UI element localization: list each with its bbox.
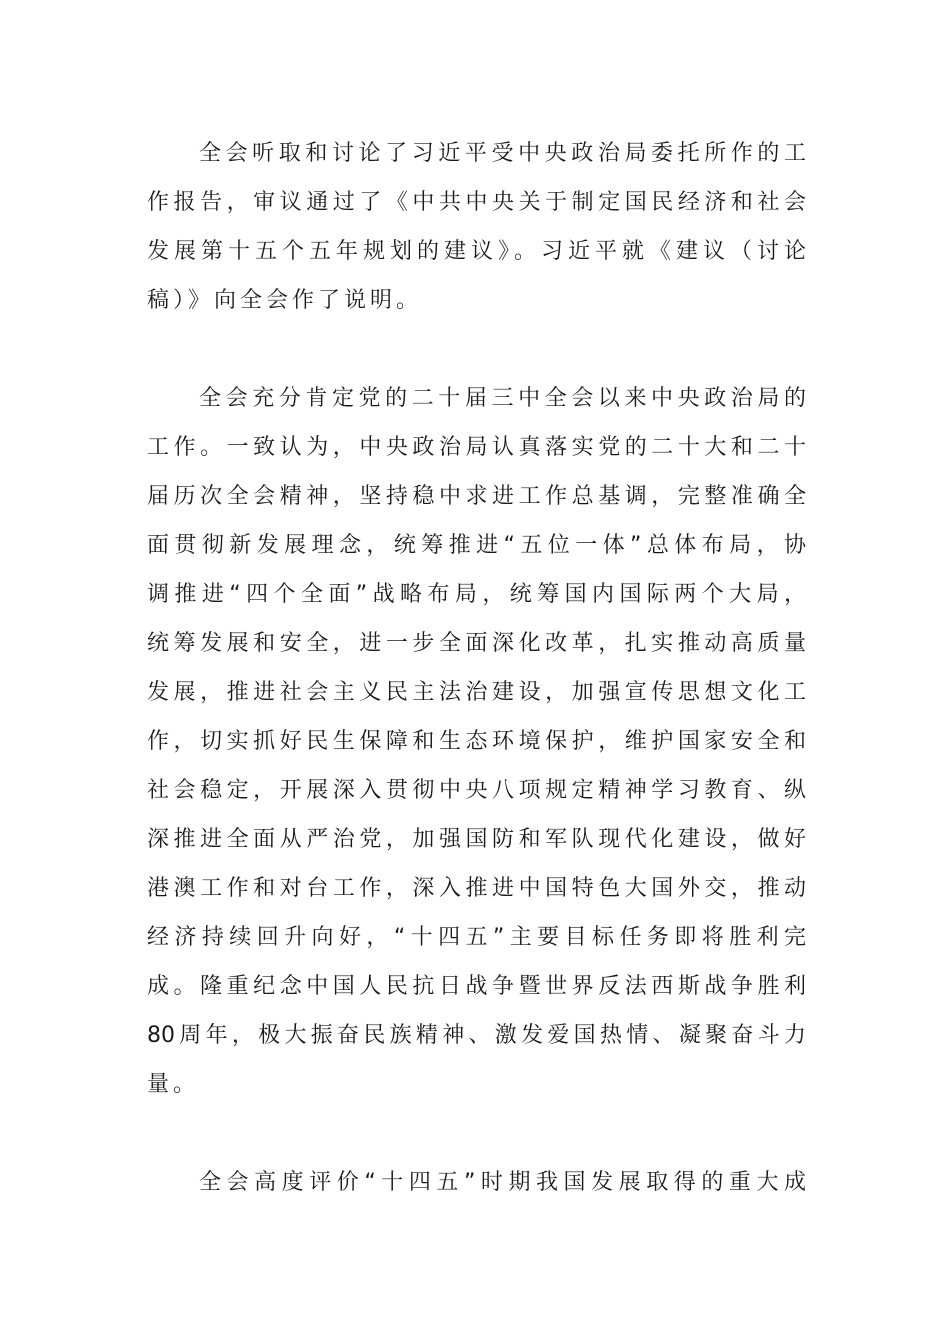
- text-line: 作，切实抓好民生保障和生态环境保护，维护国家安全和: [147, 729, 806, 754]
- text-line: 发展，推进社会主义民主法治建设，加强宣传思想文化工: [147, 680, 806, 705]
- text-line: 港澳工作和对台工作，深入推进中国特色大国外交，推动: [147, 876, 806, 901]
- document-body: [147, 129, 806, 1256]
- paragraph: [147, 129, 806, 325]
- text-line: 发展第十五个五年规划的建议》。习近平就《建议（讨论: [147, 239, 806, 264]
- paragraph: [147, 374, 806, 1109]
- text-line: 统筹发展和安全，进一步全面深化改革，扎实推动高质量: [147, 631, 806, 656]
- text-line: 面贯彻新发展理念，统筹推进“五位一体”总体布局，协: [147, 533, 806, 558]
- text-line: 80周年，极大振奋民族精神、激发爱国热情、凝聚奋斗力: [147, 1023, 806, 1048]
- text-line: 成。隆重纪念中国人民抗日战争暨世界反法西斯战争胜利: [147, 974, 806, 999]
- text-line: 工作。一致认为，中央政治局认真落实党的二十大和二十: [147, 435, 806, 460]
- text-line: 社会稳定，开展深入贯彻中央八项规定精神学习教育、纵: [147, 778, 806, 803]
- text-line: 深推进全面从严治党，加强国防和军队现代化建设，做好: [147, 827, 806, 852]
- text-line: 作报告，审议通过了《中共中央关于制定国民经济和社会: [147, 190, 806, 215]
- text-line: 全会听取和讨论了习近平受中央政治局委托所作的工: [199, 141, 806, 166]
- text-line: 调推进“四个全面”战略布局，统筹国内国际两个大局，: [147, 582, 806, 607]
- text-line: 全会充分肯定党的二十届三中全会以来中央政治局的: [199, 386, 806, 411]
- text-line: 届历次全会精神，坚持稳中求进工作总基调，完整准确全: [147, 484, 806, 509]
- text-line: 全会高度评价“十四五”时期我国发展取得的重大成: [199, 1170, 806, 1195]
- text-line: 稿）》向全会作了说明。: [147, 288, 423, 313]
- text-line: 量。: [147, 1072, 200, 1097]
- text-line: 经济持续回升向好，“十四五”主要目标任务即将胜利完: [147, 925, 806, 950]
- paragraph: [147, 1158, 806, 1207]
